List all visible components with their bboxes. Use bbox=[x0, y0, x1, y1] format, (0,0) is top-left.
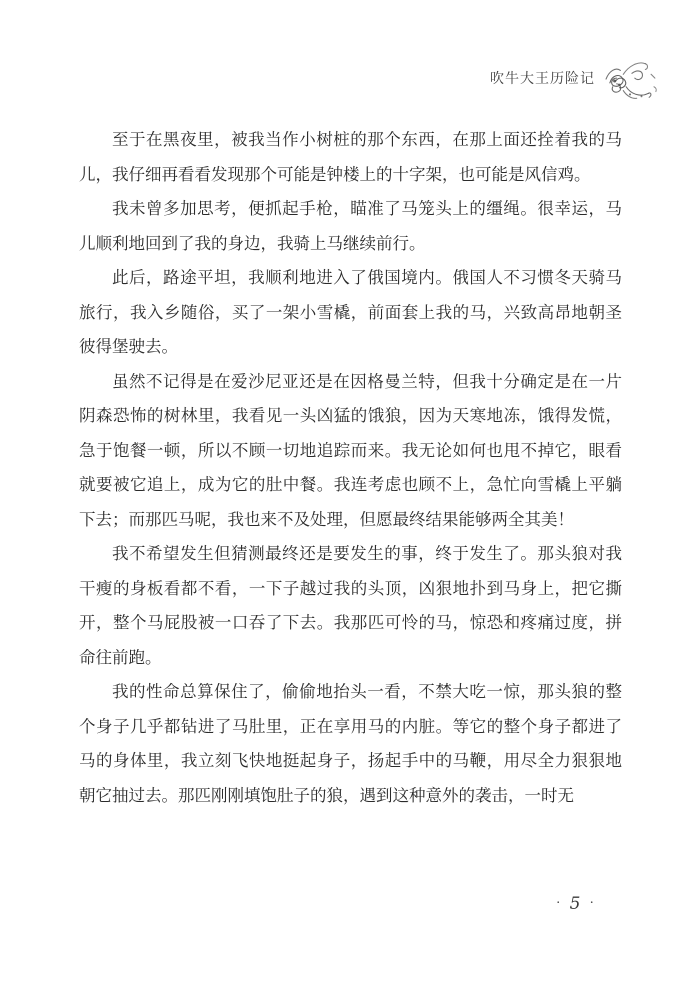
page-number bbox=[540, 894, 610, 914]
body-paragraph: 至于在黑夜里，被我当作小树桩的那个东西，在那上面还拴着我的马儿，我仔细再看看发现那个可能是钟楼上的十字架，也可能是风信鸡。 bbox=[79, 130, 622, 184]
body-paragraph: 我未曾多加思考，便抓起手枪，瞄准了马笼头上的缰绳。很幸运，马儿顺利地回到了我的身边，我骑上马继续前行。 bbox=[79, 199, 622, 253]
running-head-title: 吹牛大王历险记 bbox=[490, 72, 595, 87]
folio-dot-left: · bbox=[555, 896, 561, 911]
body-paragraph: 我的性命总算保住了，偷偷地抬头一看，不禁大吃一惊，那头狼的整个身子几乎都钻进了马肚里，正在享用马的内脏。等它的整个身子都进了马的身体里，我立刻飞快地挺起身子，扬起手中的马鞭，用尽全力狠狠地朝它抽过去。那匹刚刚填饱肚子的狼，遇到这种意外的袭击，一时无 bbox=[79, 682, 622, 805]
body-paragraph: 虽然不记得是在爱沙尼亚还是在因格曼兰特，但我十分确定是在一片阴森恐怖的树林里，我看见一头凶猛的饿狼，因为天寒地冻，饿得发慌，急于饱餐一顿，所以不顾一切地追踪而来。我无论如何也甩不掉它，眼看就要被它追上，成为它的肚中餐。我连考虑也顾不上，急忙向雪橇上平躺下去；而那匹马呢，我也来不及处理，但愿最终结果能够两全其美！ bbox=[79, 371, 622, 529]
page-header bbox=[490, 58, 660, 104]
folio-dot-right: · bbox=[589, 896, 595, 911]
body-paragraph: 我不希望发生但猜测最终还是要发生的事，终于发生了。那头狼对我干瘦的身板看都不看，一下子越过我的头顶，凶狠地扑到马身上，把它撕开，整个马屁股被一口吞了下去。我那匹可怜的马，惊恐和疼痛过度，拼命往前跑。 bbox=[79, 544, 622, 667]
folio-number: 5 bbox=[569, 894, 581, 914]
ink-flourish-ornament bbox=[600, 58, 660, 104]
body-paragraph: 此后，路途平坦，我顺利地进入了俄国境内。俄国人不习惯冬天骑马旅行，我入乡随俗，买了一架小雪橇，前面套上我的马，兴致高昂地朝圣彼得堡驶去。 bbox=[79, 268, 622, 356]
page-body bbox=[79, 123, 622, 813]
